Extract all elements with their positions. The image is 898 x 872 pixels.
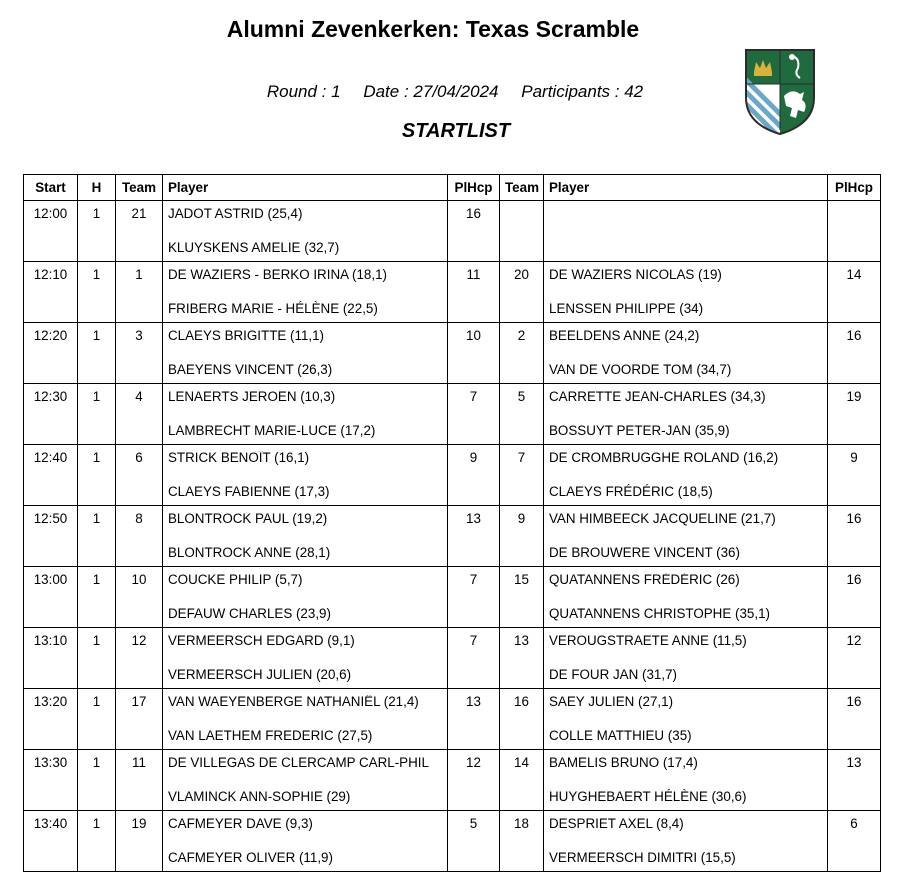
playing-handicap-2: 9 — [828, 445, 881, 506]
hole: 1 — [78, 750, 116, 811]
start-time: 12:30 — [24, 384, 78, 445]
table-row — [24, 811, 881, 872]
player-name: DE FOUR JAN (31,7) — [549, 667, 677, 682]
player-name: DE VILLEGAS DE CLERCAMP CARL-PHIL — [168, 756, 429, 770]
table-row — [24, 628, 881, 689]
playing-handicap-2: 16 — [828, 689, 881, 750]
team-number-2: 13 — [500, 628, 544, 689]
player-name: LENAERTS JEROEN (10,3) — [168, 390, 336, 404]
players-cell-2 — [544, 689, 828, 750]
playing-handicap-2: 13 — [828, 750, 881, 811]
player-name: CAFMEYER DAVE (9,3) — [168, 817, 313, 831]
start-time: 13:20 — [24, 689, 78, 750]
page-title: Alumni Zevenkerken: Texas Scramble — [226, 16, 640, 42]
start-time: 12:50 — [24, 506, 78, 567]
team-number: 10 — [116, 567, 163, 628]
players-cell-2 — [544, 750, 828, 811]
table-header-row — [24, 175, 881, 201]
team-number-2: 20 — [500, 262, 544, 323]
player-name: BLONTROCK PAUL (19,2) — [168, 512, 328, 526]
playing-handicap: 7 — [448, 628, 500, 689]
playing-handicap: 16 — [448, 201, 500, 262]
table-row — [24, 689, 881, 750]
players-cell-2 — [544, 628, 828, 689]
hole: 1 — [78, 689, 116, 750]
players-cell-2 — [544, 201, 828, 262]
players-cell — [163, 689, 448, 750]
player-name: CAFMEYER OLIVER (11,9) — [168, 850, 333, 865]
participants-count: Participants : 42 — [521, 82, 644, 101]
player-name: DEFAUW CHARLES (23,9) — [168, 606, 331, 621]
table-row — [24, 506, 881, 567]
hole: 1 — [78, 384, 116, 445]
col-start: Start — [24, 175, 78, 201]
players-cell-2 — [544, 323, 828, 384]
col-player-2: Player — [544, 175, 828, 201]
player-name: QUATANNENS FRÉDÉRIC (26) — [549, 573, 740, 587]
player-name: BEELDENS ANNE (24,2) — [549, 329, 700, 343]
round-date: Date : 27/04/2024 — [363, 82, 499, 101]
col-plhcp-2: PlHcp — [828, 175, 881, 201]
playing-handicap-2: 16 — [828, 567, 881, 628]
player-name: VAN DE VOORDE TOM (34,7) — [549, 362, 732, 377]
team-number: 11 — [116, 750, 163, 811]
playing-handicap-2: 16 — [828, 506, 881, 567]
player-name: CLAEYS FRÉDÉRIC (18,5) — [549, 484, 713, 499]
hole: 1 — [78, 262, 116, 323]
player-name: CLAEYS BRIGITTE (11,1) — [168, 329, 325, 343]
team-number-2: 18 — [500, 811, 544, 872]
player-name: BAMELIS BRUNO (17,4) — [549, 756, 698, 770]
team-number: 8 — [116, 506, 163, 567]
player-name: KLUYSKENS AMELIE (32,7) — [168, 240, 340, 255]
playing-handicap: 13 — [448, 506, 500, 567]
player-name: DE WAZIERS NICOLAS (19) — [549, 268, 722, 282]
start-time: 13:00 — [24, 567, 78, 628]
player-name: DE WAZIERS - BERKO IRINA (18,1) — [168, 268, 388, 282]
club-crest-logo — [744, 48, 816, 136]
player-name: VAN WAEYENBERGE NATHANIËL (21,4) — [168, 695, 419, 709]
table-row — [24, 201, 881, 262]
hole: 1 — [78, 506, 116, 567]
players-cell — [163, 628, 448, 689]
player-name: VEROUGSTRAETE ANNE (11,5) — [549, 634, 747, 648]
playing-handicap: 12 — [448, 750, 500, 811]
team-number: 21 — [116, 201, 163, 262]
playing-handicap-2: 12 — [828, 628, 881, 689]
start-time: 13:10 — [24, 628, 78, 689]
player-name: CARRETTE JEAN-CHARLES (34,3) — [549, 390, 766, 404]
players-cell — [163, 567, 448, 628]
player-name: VAN HIMBEECK JACQUELINE (21,7) — [549, 512, 776, 526]
col-team-2: Team — [500, 175, 544, 201]
start-time: 13:40 — [24, 811, 78, 872]
players-cell-2 — [544, 445, 828, 506]
players-cell — [163, 445, 448, 506]
player-name: VERMEERSCH DIMITRI (15,5) — [549, 850, 736, 865]
col-player: Player — [163, 175, 448, 201]
player-name: FRIBERG MARIE - HÉLÈNE (22,5) — [168, 301, 378, 316]
players-cell-2 — [544, 567, 828, 628]
player-name: JADOT ASTRID (25,4) — [168, 207, 303, 221]
hole: 1 — [78, 811, 116, 872]
player-name: HUYGHEBAERT HÉLÈNE (30,6) — [549, 789, 747, 804]
playing-handicap: 10 — [448, 323, 500, 384]
hole: 1 — [78, 323, 116, 384]
team-number: 4 — [116, 384, 163, 445]
players-cell — [163, 384, 448, 445]
playing-handicap: 13 — [448, 689, 500, 750]
player-name: LENSSEN PHILIPPE (34) — [549, 301, 704, 316]
table-row — [24, 384, 881, 445]
team-number: 19 — [116, 811, 163, 872]
table-row — [24, 750, 881, 811]
col-plhcp: PlHcp — [448, 175, 500, 201]
playing-handicap: 7 — [448, 384, 500, 445]
team-number-2: 15 — [500, 567, 544, 628]
player-name: BLONTROCK ANNE (28,1) — [168, 545, 331, 560]
playing-handicap-2: 6 — [828, 811, 881, 872]
players-cell — [163, 201, 448, 262]
player-name: SAEY JULIEN (27,1) — [549, 695, 674, 709]
hole: 1 — [78, 445, 116, 506]
col-team: Team — [116, 175, 163, 201]
players-cell — [163, 750, 448, 811]
player-name: CLAEYS FABIENNE (17,3) — [168, 484, 330, 499]
players-cell-2 — [544, 262, 828, 323]
player-name: LAMBRECHT MARIE-LUCE (17,2) — [168, 423, 376, 438]
col-hole: H — [78, 175, 116, 201]
playing-handicap: 5 — [448, 811, 500, 872]
players-cell-2 — [544, 384, 828, 445]
team-number-2: 7 — [500, 445, 544, 506]
players-cell — [163, 262, 448, 323]
player-name: VERMEERSCH EDGARD (9,1) — [168, 634, 355, 648]
player-name: COLLE MATTHIEU (35) — [549, 728, 692, 743]
team-number-2: 16 — [500, 689, 544, 750]
startlist-table — [23, 174, 881, 872]
player-name: BOSSUYT PETER-JAN (35,9) — [549, 423, 730, 438]
player-name: BAEYENS VINCENT (26,3) — [168, 362, 333, 377]
players-cell-2 — [544, 811, 828, 872]
player-name: VERMEERSCH JULIEN (20,6) — [168, 667, 352, 682]
team-number: 17 — [116, 689, 163, 750]
player-name: DE CROMBRUGGHE ROLAND (16,2) — [549, 451, 779, 465]
team-number-2: 14 — [500, 750, 544, 811]
team-number: 6 — [116, 445, 163, 506]
hole: 1 — [78, 628, 116, 689]
playing-handicap: 9 — [448, 445, 500, 506]
table-row — [24, 567, 881, 628]
startlist-heading: STARTLIST — [401, 120, 511, 142]
start-time: 13:30 — [24, 750, 78, 811]
team-number-2: 5 — [500, 384, 544, 445]
table-row — [24, 445, 881, 506]
players-cell — [163, 811, 448, 872]
playing-handicap: 11 — [448, 262, 500, 323]
playing-handicap-2: 14 — [828, 262, 881, 323]
team-number: 3 — [116, 323, 163, 384]
hole: 1 — [78, 201, 116, 262]
player-name: DESPRIET AXEL (8,4) — [549, 817, 684, 831]
playing-handicap-2: 19 — [828, 384, 881, 445]
playing-handicap: 7 — [448, 567, 500, 628]
start-time: 12:00 — [24, 201, 78, 262]
player-name: QUATANNENS CHRISTOPHE (35,1) — [549, 606, 770, 621]
table-row — [24, 262, 881, 323]
team-number: 12 — [116, 628, 163, 689]
player-name: VLAMINCK ANN-SOPHIE (29) — [168, 789, 351, 804]
start-time: 12:10 — [24, 262, 78, 323]
player-name: DE BROUWERE VINCENT (36) — [549, 545, 740, 560]
hole: 1 — [78, 567, 116, 628]
player-name: VAN LAETHEM FREDERIC (27,5) — [168, 728, 373, 743]
players-cell-2 — [544, 506, 828, 567]
table-row — [24, 323, 881, 384]
players-cell — [163, 323, 448, 384]
player-name: COUCKE PHILIP (5,7) — [168, 573, 303, 587]
start-time: 12:40 — [24, 445, 78, 506]
start-time: 12:20 — [24, 323, 78, 384]
playing-handicap-2: 16 — [828, 323, 881, 384]
players-cell — [163, 506, 448, 567]
team-number-2: 9 — [500, 506, 544, 567]
playing-handicap-2 — [828, 201, 881, 262]
player-name: STRICK BENOÎT (16,1) — [168, 451, 310, 465]
team-number-2 — [500, 201, 544, 262]
team-number: 1 — [116, 262, 163, 323]
team-number-2: 2 — [500, 323, 544, 384]
round-number: Round : 1 — [266, 82, 341, 101]
